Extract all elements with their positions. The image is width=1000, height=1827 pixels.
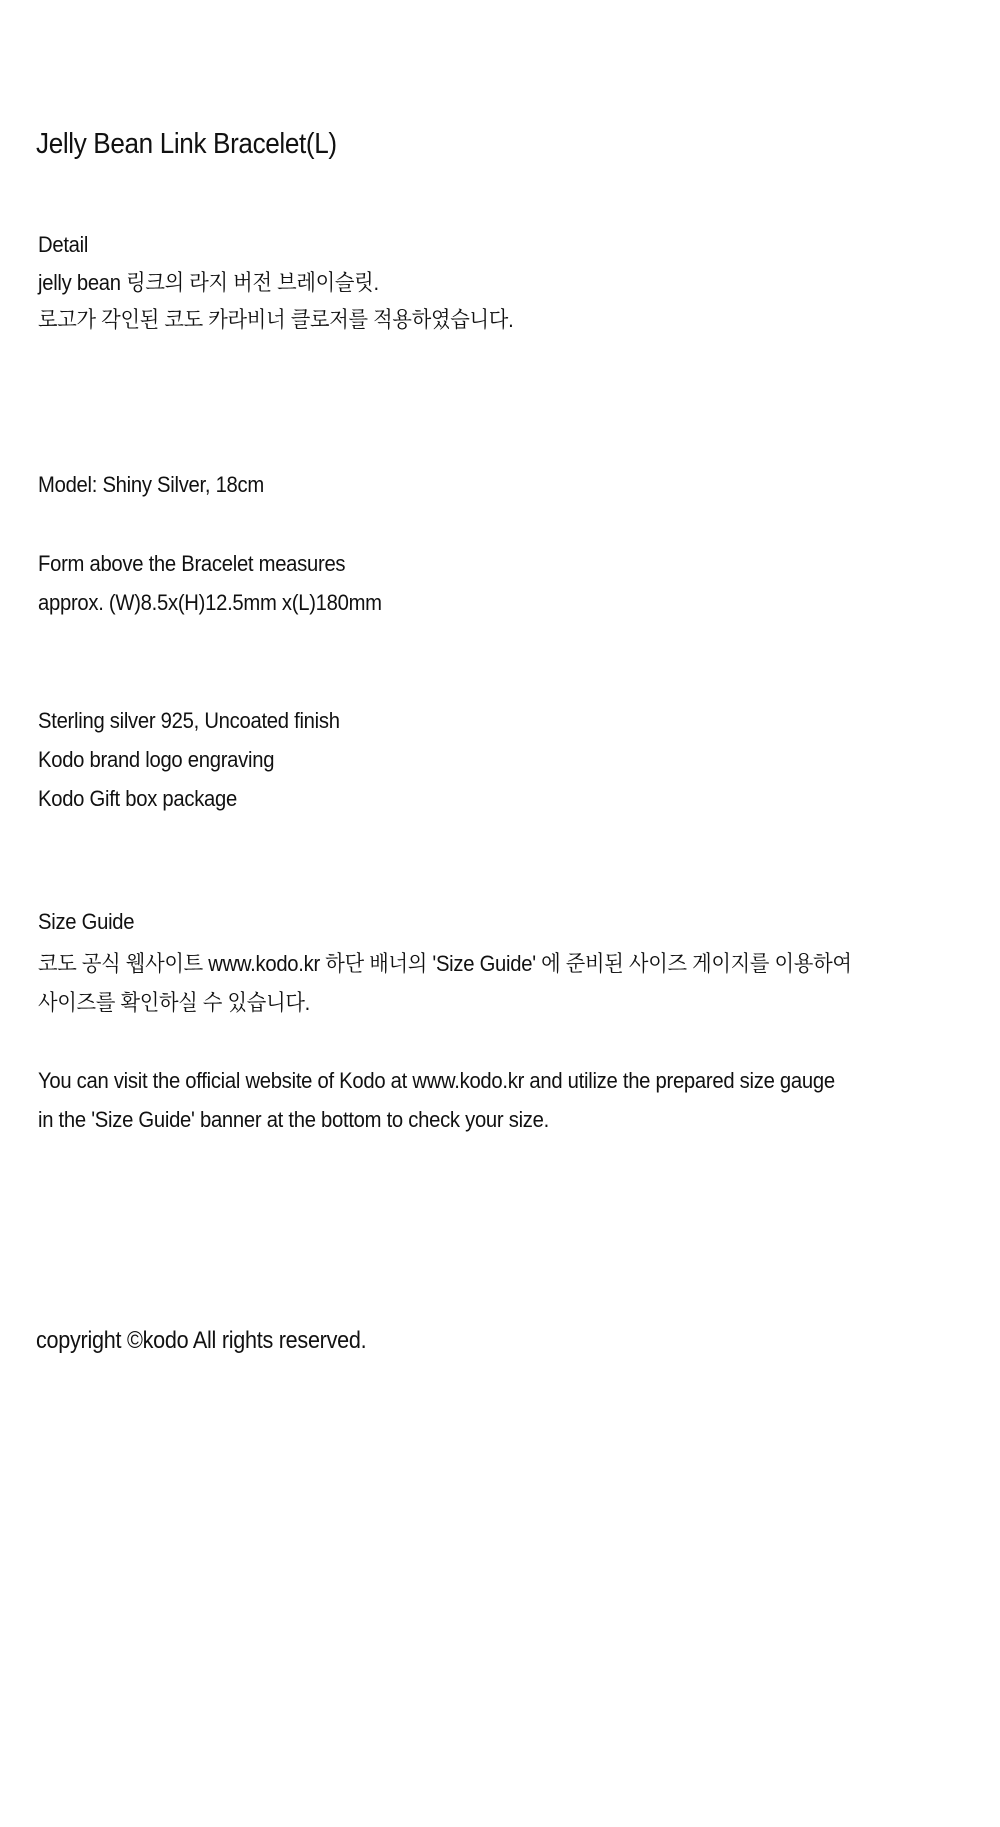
model-info: Model: Shiny Silver, 18cm bbox=[38, 472, 264, 497]
copyright-text: copyright ©kodo All rights reserved. bbox=[36, 1327, 367, 1354]
size-guide-heading: Size Guide bbox=[38, 909, 135, 934]
measures-line-1: Form above the Bracelet measures bbox=[38, 551, 346, 576]
detail-line-2: 로고가 각인된 코도 카라비너 클로저를 적용하였습니다. bbox=[38, 307, 514, 332]
size-guide-english-line-1: You can visit the official website of Kodo at www.kodo.kr and utilize the prepared size gauge bbox=[38, 1068, 835, 1093]
material-line-1: Sterling silver 925, Uncoated finish bbox=[38, 708, 340, 733]
size-guide-korean-line-1: 코도 공식 웹사이트 www.kodo.kr 하단 배너의 'Size Guide' 에 준비된 사이즈 게이지를 이용하여 bbox=[38, 951, 852, 976]
detail-heading: Detail bbox=[38, 232, 89, 257]
size-guide-english-line-2: in the 'Size Guide' banner at the bottom to check your size. bbox=[38, 1107, 549, 1132]
material-line-2: Kodo brand logo engraving bbox=[38, 747, 275, 772]
detail-line-1: jelly bean 링크의 라지 버전 브레이슬릿. bbox=[38, 270, 379, 295]
product-title: Jelly Bean Link Bracelet(L) bbox=[36, 128, 337, 160]
size-guide-korean-line-2: 사이즈를 확인하실 수 있습니다. bbox=[38, 990, 310, 1015]
measures-line-2: approx. (W)8.5x(H)12.5mm x(L)180mm bbox=[38, 590, 382, 615]
material-line-3: Kodo Gift box package bbox=[38, 786, 237, 811]
